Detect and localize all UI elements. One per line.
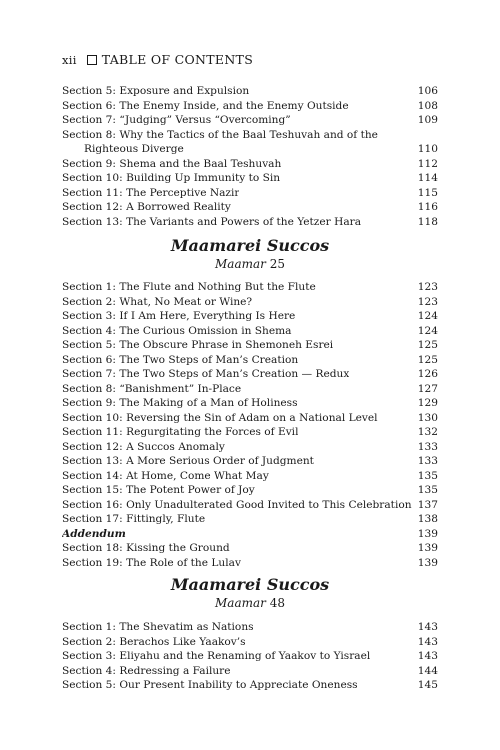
toc-entry-title: Section 8: “Banishment” In-Place <box>62 382 242 395</box>
toc-entry-page: 132 <box>417 426 438 438</box>
toc-entry-page: 124 <box>417 324 438 337</box>
toc-entry <box>62 295 438 310</box>
part-title: Maamarei Succos <box>170 236 330 255</box>
toc-entry-title: Section 3: Eliyahu and the Renaming of Yaakov to Yisrael <box>62 650 371 662</box>
toc-entry-title: Section 4: The Curious Omission in Shema <box>62 324 292 337</box>
toc-section-part2 <box>62 620 438 693</box>
toc-entry-title: Section 15: The Potent Power of Joy <box>62 484 255 496</box>
toc-entry-title: Section 11: Regurgitating the Forces of Evil <box>62 426 299 438</box>
toc-entry-title: Section 12: A Borrowed Reality <box>62 201 231 213</box>
toc-entry-title: Section 9: Shema and the Baal Teshuvah <box>62 157 282 170</box>
toc-list <box>62 84 438 229</box>
toc-entry <box>62 157 438 172</box>
part-subtitle: Maamar 25 <box>215 257 285 271</box>
toc-entry-page: 139 <box>417 556 438 569</box>
toc-entry-page: 127 <box>417 382 438 395</box>
toc-entry-title: Section 17: Fittingly, Flute <box>62 513 206 525</box>
toc-entry-page: 145 <box>417 679 438 691</box>
toc-addendum-entry <box>62 527 438 542</box>
toc-entry-title: Section 12: A Succos Anomaly <box>62 440 225 453</box>
toc-entry-page: 106 <box>417 85 438 97</box>
toc-entry-page: 112 <box>417 157 438 170</box>
part-heading-1 <box>62 236 438 272</box>
toc-entry-page: 110 <box>417 143 438 155</box>
toc-entry <box>62 498 438 513</box>
toc-entry-page: 137 <box>417 498 438 511</box>
toc-entry <box>62 99 438 114</box>
box-ornament-icon <box>87 55 97 65</box>
toc-entry-page: 129 <box>417 397 438 409</box>
toc-entry <box>62 200 438 215</box>
toc-entry-title: Section 16: Only Unadulterated Good Invited to This Celebration <box>62 498 412 511</box>
toc-entry-page: 126 <box>417 368 438 380</box>
toc-entry <box>62 425 438 440</box>
toc-entry-title: Section 2: What, No Meat or Wine? <box>62 295 253 308</box>
toc-entry-title: Section 3: If I Am Here, Everything Is Here <box>62 310 296 322</box>
toc-entry <box>62 128 438 157</box>
toc-entry-page: 135 <box>417 469 438 482</box>
toc-entry-page: 108 <box>417 99 438 112</box>
toc-entry-page: 116 <box>417 201 438 213</box>
toc-entry <box>62 541 438 556</box>
toc-entry-title: Section 8: Why the Tactics of the Baal Teshuvah and of the Righteous Diverge <box>62 128 378 155</box>
toc-entry-title: Section 10: Reversing the Sin of Adam on a National Level <box>62 411 378 424</box>
toc-entry-title: Section 5: The Obscure Phrase in Shemoneh Esrei <box>62 339 334 351</box>
toc-entry <box>62 396 438 411</box>
toc-entry <box>62 678 438 693</box>
toc-entry-page: 133 <box>417 440 438 453</box>
toc-list <box>62 620 438 693</box>
toc-entry-title: Section 6: The Enemy Inside, and the Enemy Outside <box>62 99 349 112</box>
toc-entry-title-continued: Righteous Diverge <box>84 143 184 155</box>
running-head <box>62 52 253 67</box>
toc-entry <box>62 113 438 128</box>
toc-entry-title: Section 19: The Role of the Lulav <box>62 556 241 569</box>
toc-entry-title: Section 11: The Perceptive Nazir <box>62 186 240 199</box>
toc-entry <box>62 454 438 469</box>
toc-entry-title: Section 4: Redressing a Failure <box>62 664 231 677</box>
toc-entry <box>62 556 438 571</box>
toc-entry <box>62 512 438 527</box>
toc-entry <box>62 483 438 498</box>
toc-entry-title: Addendum <box>62 527 126 540</box>
toc-entry <box>62 280 438 295</box>
toc-entry <box>62 353 438 368</box>
toc-entry-title: Section 10: Building Up Immunity to Sin <box>62 172 281 184</box>
toc-section-part1 <box>62 280 438 570</box>
toc-entry-title: Section 1: The Flute and Nothing But the Flute <box>62 281 316 293</box>
toc-entry <box>62 440 438 455</box>
toc-entry <box>62 324 438 339</box>
toc-entry-page: 143 <box>417 621 438 633</box>
toc-entry-page: 139 <box>417 527 438 540</box>
toc-entry-page: 133 <box>417 455 438 467</box>
toc-section-top <box>62 84 438 229</box>
toc-entry-title: Section 14: At Home, Come What May <box>62 469 269 482</box>
toc-entry <box>62 367 438 382</box>
toc-entry-title: Section 2: Berachos Like Yaakov’s <box>62 635 246 648</box>
toc-entry-page: 138 <box>417 513 438 525</box>
toc-entry-page: 114 <box>417 172 438 184</box>
toc-entry-title: Section 6: The Two Steps of Man’s Creation <box>62 353 299 366</box>
toc-entry <box>62 620 438 635</box>
running-head-title: TABLE OF CONTENTS <box>101 52 254 67</box>
part-title: Maamarei Succos <box>170 575 330 594</box>
toc-entry-title: Section 13: A More Serious Order of Judgment <box>62 455 314 467</box>
toc-entry-page: 143 <box>417 650 438 662</box>
toc-entry-page: 135 <box>417 484 438 496</box>
toc-entry <box>62 84 438 99</box>
toc-entry-title: Section 7: The Two Steps of Man’s Creation — Redux <box>62 368 350 380</box>
toc-entry-title: Section 5: Our Present Inability to Appreciate Oneness <box>62 679 358 691</box>
toc-entry <box>62 649 438 664</box>
toc-entry-title: Section 18: Kissing the Ground <box>62 542 230 554</box>
toc-entry-page: 124 <box>417 310 438 322</box>
toc-entry-title: Section 9: The Making of a Man of Holiness <box>62 397 298 409</box>
part-subtitle: Maamar 48 <box>215 596 285 610</box>
toc-entry <box>62 469 438 484</box>
toc-entry-title: Section 5: Exposure and Expulsion <box>62 85 250 97</box>
toc-entry-page: 144 <box>417 664 438 677</box>
toc-entry-page: 123 <box>417 295 438 308</box>
toc-entry <box>62 309 438 324</box>
toc-list <box>62 280 438 570</box>
toc-entry-page: 125 <box>417 339 438 351</box>
toc-entry-page: 125 <box>417 353 438 366</box>
toc-entry-title: Section 7: “Judging” Versus “Overcoming” <box>62 114 291 126</box>
toc-entry-page: 130 <box>417 411 438 424</box>
toc-entry-page: 123 <box>417 281 438 293</box>
toc-entry <box>62 664 438 679</box>
toc-entry-page: 143 <box>417 635 438 648</box>
toc-entry <box>62 382 438 397</box>
toc-entry-page: 139 <box>417 542 438 554</box>
toc-entry <box>62 338 438 353</box>
toc-entry <box>62 171 438 186</box>
toc-entry-page: 118 <box>417 215 438 228</box>
toc-entry <box>62 186 438 201</box>
page-number: xii <box>62 52 77 67</box>
part-heading-2 <box>62 575 438 611</box>
toc-entry <box>62 635 438 650</box>
toc-entry-page: 115 <box>417 186 438 199</box>
toc-entry <box>62 215 438 230</box>
toc-entry <box>62 411 438 426</box>
toc-entry-title: Section 13: The Variants and Powers of the Yetzer Hara <box>62 215 362 228</box>
toc-entry-page: 109 <box>417 114 438 126</box>
toc-entry-title: Section 1: The Shevatim as Nations <box>62 621 254 633</box>
